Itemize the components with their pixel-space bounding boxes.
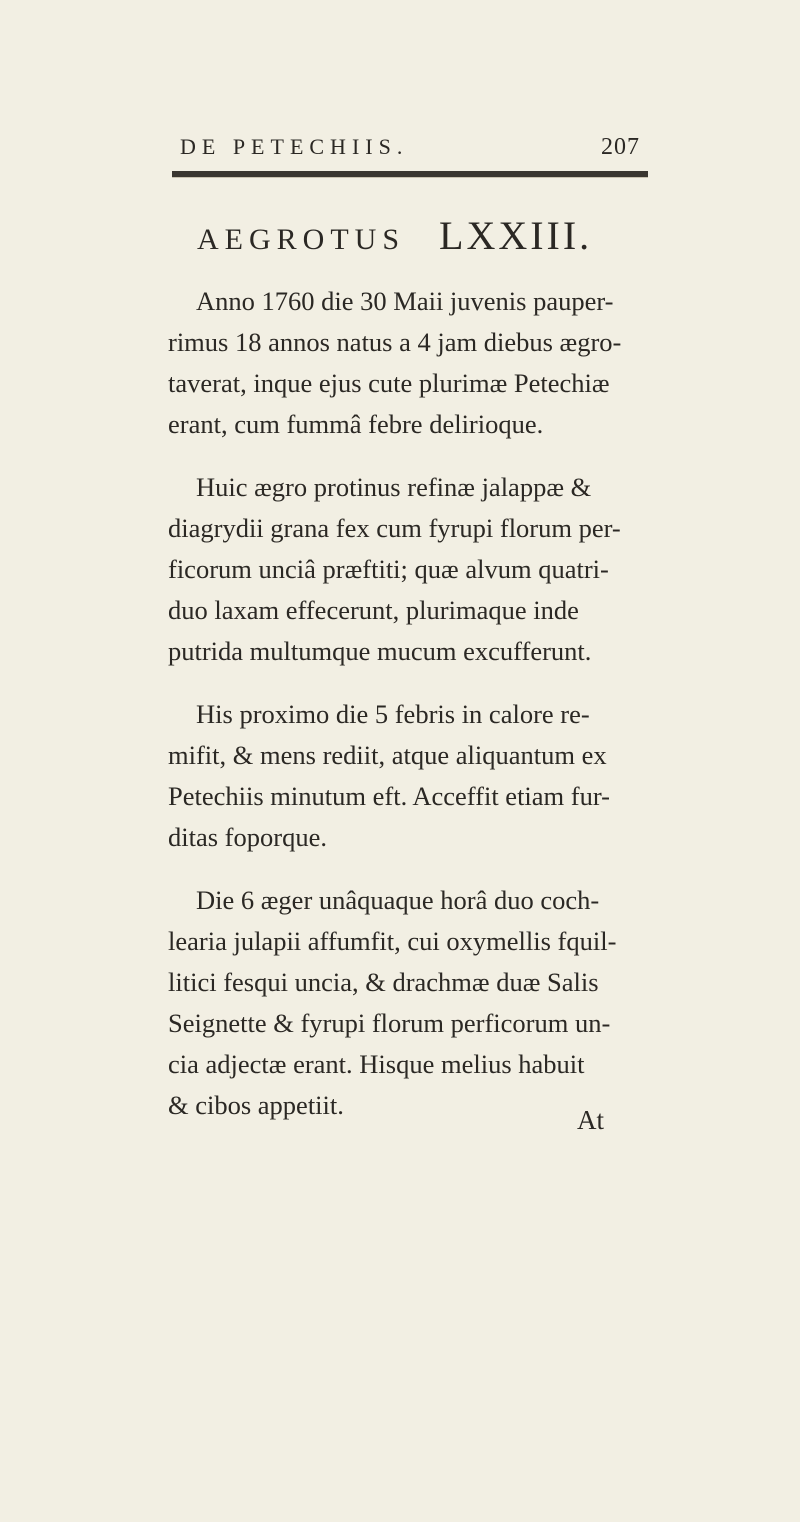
text-line: ficorum unciâ præftiti; quæ alvum quatri- <box>168 554 609 584</box>
case-number: LXXIII. <box>439 213 593 258</box>
text-line: Die 6 æger unâquaque horâ duo coch- <box>196 885 600 915</box>
paragraph <box>168 880 624 1126</box>
text-line: litici fesqui uncia, & drachmæ duæ Salis <box>168 967 599 997</box>
page-number: 207 <box>601 134 640 160</box>
text-line: learia julapii affumfit, cui oxymellis fquil- <box>168 926 617 956</box>
text-line: diagrydii grana fex cum fyrupi florum per- <box>168 513 621 543</box>
text-line: ditas foporque. <box>168 822 327 852</box>
paragraph <box>168 694 624 858</box>
case-heading <box>197 212 592 259</box>
text-line: Seignette & fyrupi florum perficorum un- <box>168 1008 611 1038</box>
body-text <box>168 281 624 1148</box>
text-line: duo laxam effecerunt, plurimaque inde <box>168 595 579 625</box>
case-label: AEGROTUS <box>197 223 406 256</box>
text-line: Huic ægro protinus refinæ jalappæ & <box>196 472 592 502</box>
text-line: mifit, & mens rediit, atque aliquantum ex <box>168 740 607 770</box>
text-line: Petechiis minutum eft. Acceffit etiam fur- <box>168 781 610 811</box>
text-line: cia adjectæ erant. Hisque melius habuit <box>168 1049 585 1079</box>
paragraph <box>168 467 624 672</box>
text-line: & cibos appetiit. <box>168 1090 344 1120</box>
text-line: Anno 1760 die 30 Maii juvenis pauper- <box>196 286 614 316</box>
header-rule <box>172 171 648 178</box>
text-line: His proximo die 5 febris in calore re- <box>196 699 590 729</box>
paragraph <box>168 281 624 445</box>
text-line: erant, cum fummâ febre delirioque. <box>168 409 544 439</box>
text-line: taverat, inque ejus cute plurimæ Petechiæ <box>168 368 610 398</box>
catchword: At <box>577 1105 604 1135</box>
text-line: putrida multumque mucum excufferunt. <box>168 636 592 666</box>
running-title: DE PETECHIIS. <box>180 134 409 159</box>
text-line: rimus 18 annos natus a 4 jam diebus ægro- <box>168 327 622 357</box>
